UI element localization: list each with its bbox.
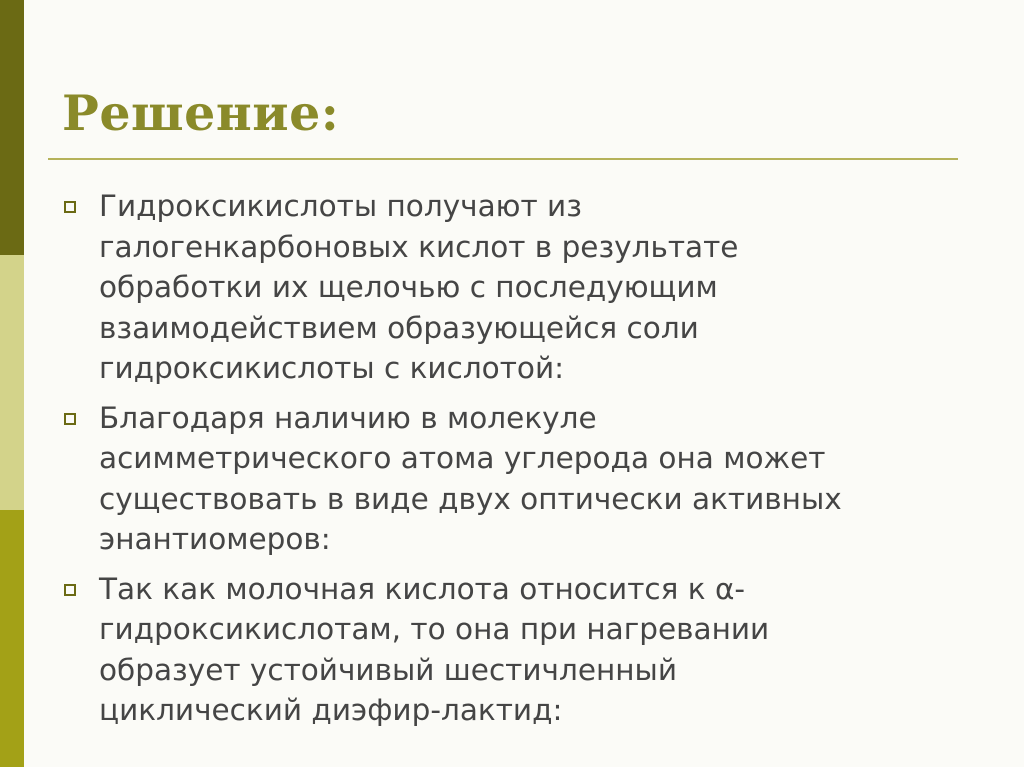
bullet-item-1 xyxy=(62,186,962,389)
hollow-square-bullet-icon xyxy=(64,201,76,213)
bullet-text: Так как молочная кислота относится к α- гидроксикислотам, то она при нагревании образует устойчивый шестичленный циклический диэфир-лактид: xyxy=(99,571,770,727)
side-bar-middle xyxy=(0,255,24,510)
bullet-item-3 xyxy=(62,569,962,731)
bullet-list xyxy=(62,186,962,740)
title-underline xyxy=(48,158,958,160)
bullet-text: Благодаря наличию в молекуле асимметрического атома углерода она может существовать в виде двух оптически активных энантиомеров: xyxy=(99,400,842,556)
slide-title: Решение: xyxy=(62,84,340,142)
bullet-text: Гидроксикислоты получают из галогенкарбоновых кислот в результате обработки их щелочью с последующим взаимодействием образующейся соли гидроксикислоты с кислотой: xyxy=(99,189,739,385)
bullet-item-2 xyxy=(62,398,962,560)
side-bar-top xyxy=(0,0,24,255)
hollow-square-bullet-icon xyxy=(64,413,76,425)
side-bar-bottom xyxy=(0,510,24,767)
hollow-square-bullet-icon xyxy=(64,584,76,596)
